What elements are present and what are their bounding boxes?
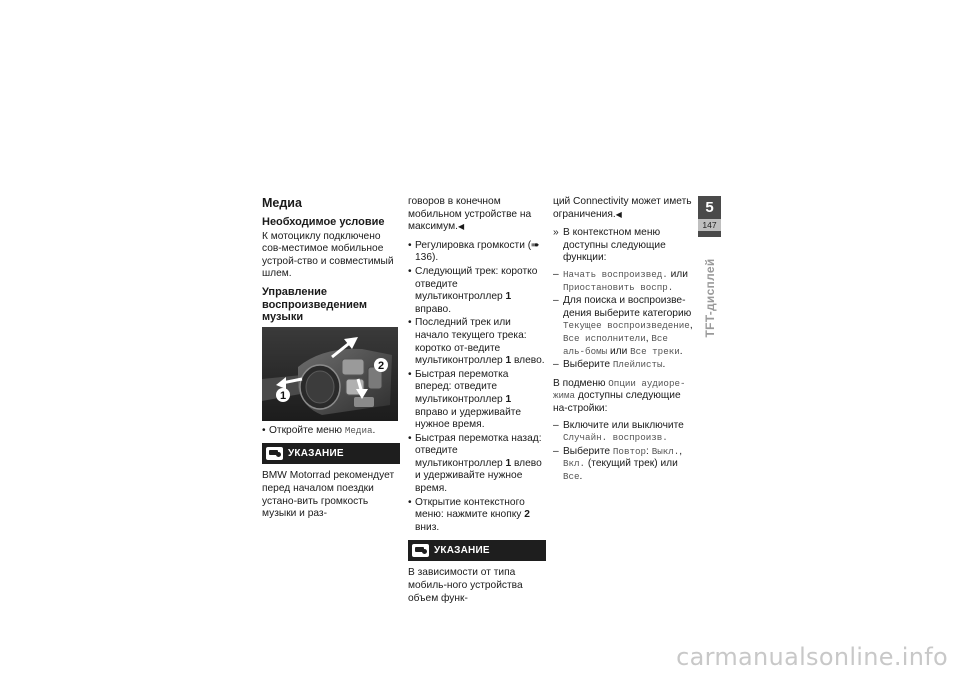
list-item: • Быстрая перемотка назад: отведите мультиконтроллер 1 влево и удерживайте нужное время. xyxy=(408,433,546,496)
note-banner xyxy=(408,540,546,561)
list-item: – Включите или выключите Случайн. воспроизв. xyxy=(553,420,695,445)
prereq-text: К мотоциклу подключено сов-местимое мобильное устрой-ство и совместимый шлем. xyxy=(262,230,394,280)
submenu-intro: В подменю Опции аудиоре-жима доступны следующие на-стройки: xyxy=(553,377,686,414)
continued-text: ций Connectivity может иметь ограничения.◀ xyxy=(553,196,692,220)
control-list xyxy=(408,240,546,535)
list-item: • Следующий трек: коротко отведите мультиконтроллер 1 вправо. xyxy=(408,266,546,316)
context-menu-list xyxy=(553,269,695,372)
column-3 xyxy=(553,196,695,487)
list-item: • Быстрая перемотка вперед: отведите мультиконтроллер 1 вправо и удерживайте нужное время. xyxy=(408,369,546,432)
handlebar-controls-image xyxy=(262,327,398,421)
note-text: BMW Motorrad рекомендует перед началом поездки устано-вить громкость музыки и раз- xyxy=(262,470,395,520)
page-number: 147 xyxy=(698,219,721,231)
context-menu-intro: » В контекстном меню доступны следующие функции: xyxy=(553,227,666,264)
list-item: – Выберите Повтор: Выкл., Вкл. (текущий трек) или Все. xyxy=(553,446,695,484)
continued-text: говоров в конечном мобильном устройстве на максимум.◀ xyxy=(408,196,532,233)
side-title xyxy=(700,243,720,353)
list-item: • Откройте меню Медиа. xyxy=(262,425,400,438)
open-menu-list xyxy=(262,425,400,438)
prereq-heading: Необходимое условие xyxy=(262,216,385,228)
watermark: carmanualsonline.info xyxy=(676,643,948,671)
list-item: • Регулировка громкости (➠ 136). xyxy=(408,240,546,265)
callout-2: 2 xyxy=(377,359,385,372)
list-item: • Открытие контекстного меню: нажмите кнопку 2 вниз. xyxy=(408,497,546,535)
note-banner xyxy=(262,443,400,464)
chapter-tab xyxy=(698,196,721,237)
step-marker-icon: » xyxy=(553,227,559,239)
page-ref-arrow-icon: ➠ xyxy=(531,239,540,251)
list-item: – Выберите Плейлисты. xyxy=(553,359,695,372)
note-hand-icon xyxy=(412,544,429,557)
callout-1: 1 xyxy=(279,389,287,402)
note-label: УКАЗАНИЕ xyxy=(288,447,344,459)
note-text: В зависимости от типа мобиль-ного устройства объем функ- xyxy=(408,567,523,604)
side-title-text: TFT-дисплей xyxy=(703,258,717,338)
end-mark-icon: ◀ xyxy=(615,209,622,219)
end-mark-icon: ◀ xyxy=(457,222,465,232)
control-heading: Управление воспроизведением музыки xyxy=(262,285,367,324)
note-label: УКАЗАНИЕ xyxy=(434,544,490,556)
column-1 xyxy=(262,196,400,525)
note-hand-icon xyxy=(266,447,283,460)
menu-name: Медиа xyxy=(344,424,373,436)
chapter-number: 5 xyxy=(705,199,714,216)
list-item: – Для поиска и воспроизве-дения выберите категорию Текущее воспроизведение, Все исполнители, Все аль-бомы или Все треки. xyxy=(553,295,695,358)
section-title: Медиа xyxy=(262,196,302,210)
column-2 xyxy=(408,196,546,609)
submenu-list xyxy=(553,420,695,484)
list-item: – Начать воспроизвед. или Приостановить воспр. xyxy=(553,269,695,294)
list-item: • Последний трек или начало текущего трека: коротко от-ведите мультиконтроллер 1 влево. xyxy=(408,317,546,367)
